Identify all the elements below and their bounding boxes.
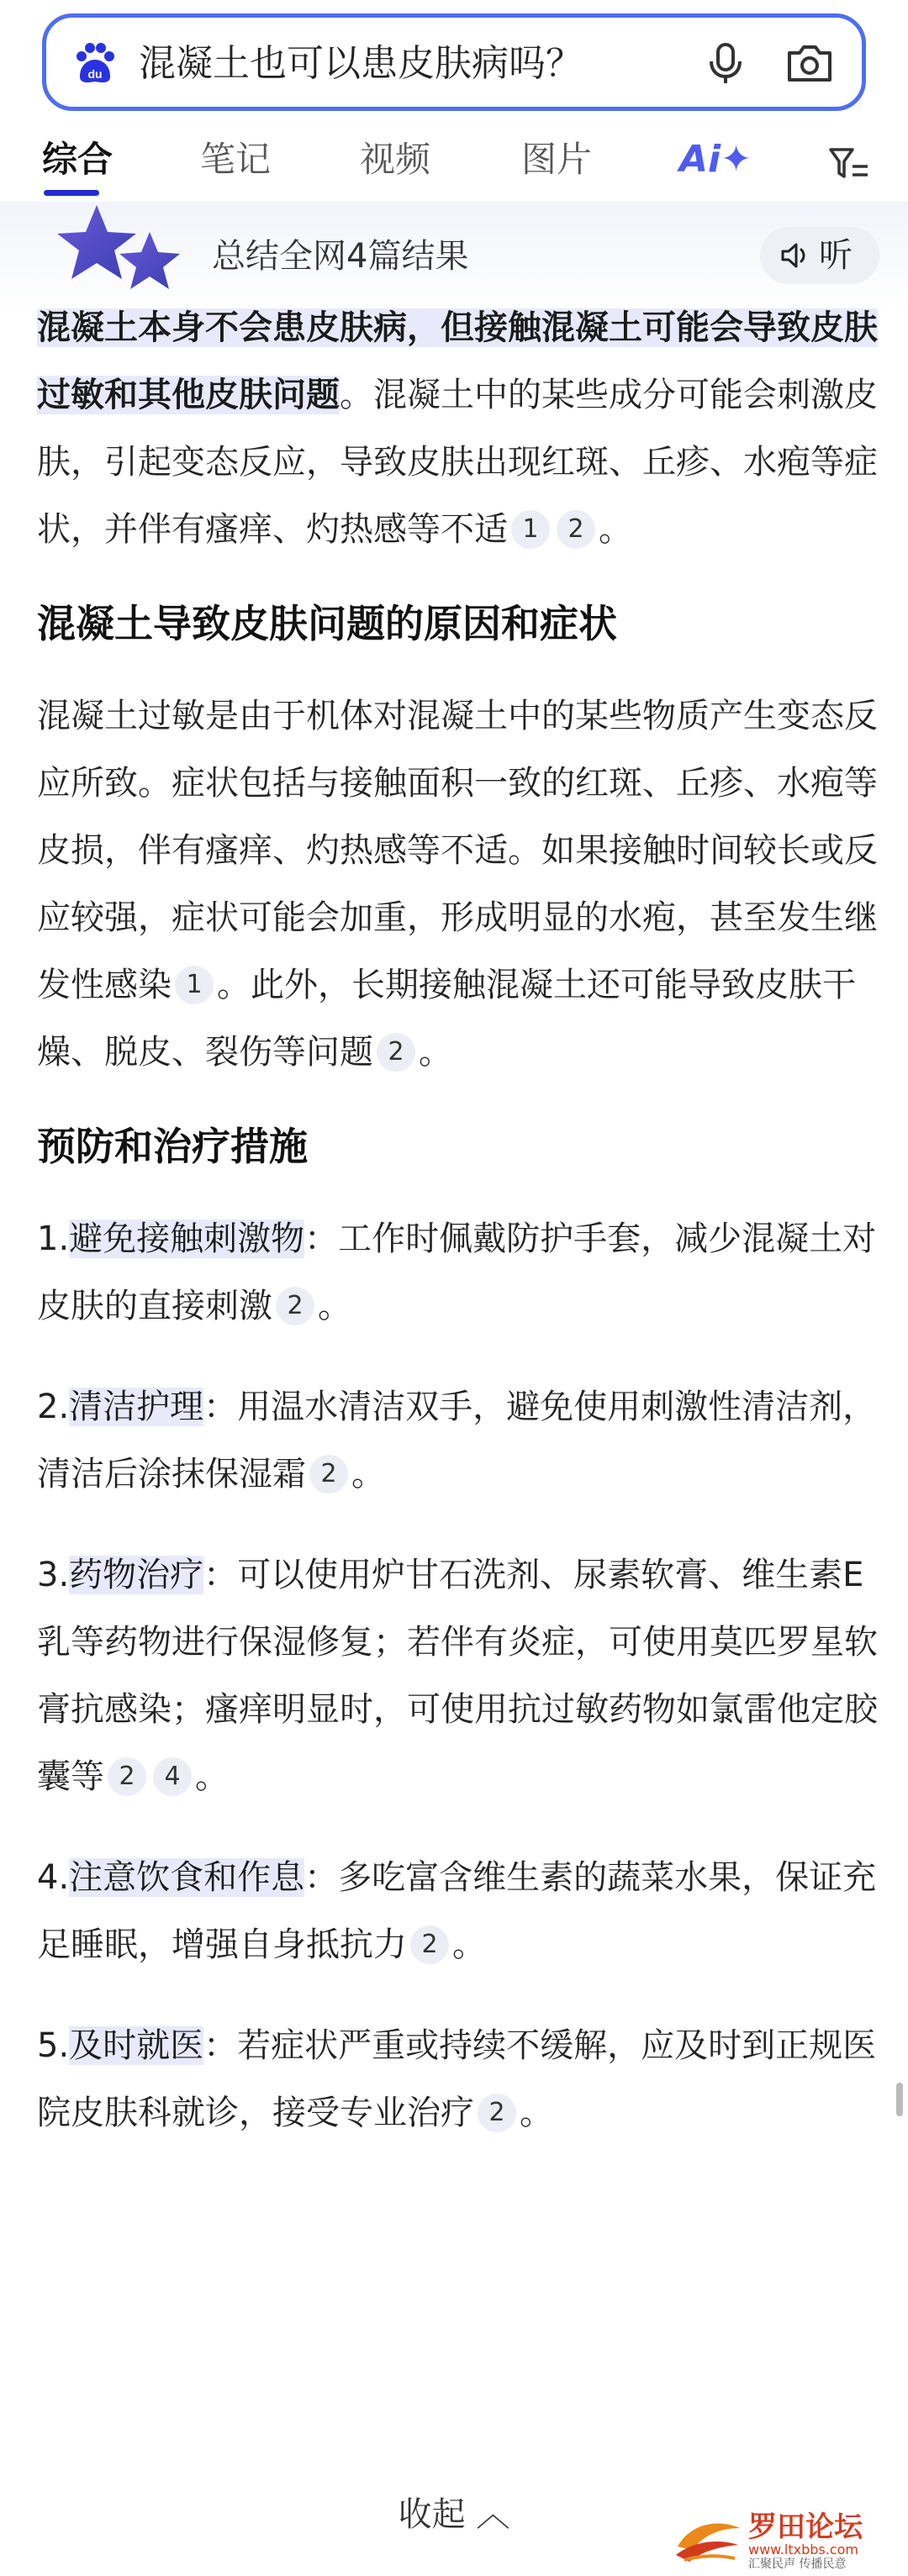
causes-end: 。 (419, 1033, 452, 1072)
item-label: 避免接触刺激物 (69, 1220, 305, 1258)
list-item (37, 1541, 878, 1810)
intro-paragraph (37, 294, 878, 563)
causes-text-2: 。此外，长期接触混凝土还可能导致皮肤干燥、脱皮、裂伤等问题 (37, 966, 856, 1072)
tab-ai[interactable]: Ai✦ (679, 138, 752, 181)
citation-badge[interactable]: 1 (511, 510, 550, 549)
active-tab-indicator (44, 190, 99, 196)
search-input[interactable]: 混凝土也可以患皮肤病吗？ (139, 42, 583, 85)
item-text: ：多吃富含维生素的蔬菜水果，保证充足睡眠，增强自身抵抗力 (37, 1858, 877, 1964)
item-text: ：若症状严重或持续不缓解，应及时到正规医院皮肤科就诊，接受专业治疗 (37, 2026, 877, 2132)
citation-badge[interactable]: 2 (276, 1287, 314, 1325)
section-heading-causes: 混凝土导致皮肤问题的原因和症状 (37, 601, 617, 646)
causes-text: 混凝土过敏是由于机体对混凝土中的某些物质产生变态反应所致。症状包括与接触面积一致的红斑、丘疹、水疱等皮损，伴有瘙痒、灼热感等不适。如果接触时间较长或反应较强，症状可能会加重，形成明显的水疱，甚至发生继发性感染 (37, 697, 878, 1004)
forum-logo-icon (673, 2513, 743, 2567)
list-item (37, 1205, 878, 1340)
item-number: 4. (37, 1858, 70, 1897)
speaker-icon (780, 242, 810, 269)
item-label: 药物治疗 (69, 1556, 204, 1594)
watermark-url: www.ltxbbs.com (748, 2542, 858, 2558)
causes-paragraph (37, 682, 878, 1086)
tab-videos[interactable]: 视频 (360, 139, 431, 180)
forum-watermark (664, 2509, 900, 2572)
intro-end: 。 (599, 510, 632, 549)
item-number: 3. (37, 1556, 70, 1594)
item-label: 清洁护理 (69, 1388, 204, 1426)
tab-notes[interactable]: 笔记 (200, 139, 272, 180)
citation-badge[interactable]: 1 (175, 966, 214, 1004)
list-item (37, 1844, 878, 1978)
sparkle-stars-icon (50, 202, 193, 303)
item-text: ：用温水清洁双手，避免使用刺激性清洁剂，清洁后涂抹保湿霜 (37, 1388, 877, 1493)
tab-images[interactable]: 图片 (521, 139, 593, 180)
baidu-paw-logo-icon (73, 41, 117, 85)
item-text: ：可以使用炉甘石洗剂、尿素软膏、维生素E乳等药物进行保湿修复；若伴有炎症，可使用莫匹罗星软膏抗感染；瘙痒明显时，可使用抗过敏药物如氯雷他定胶囊等 (37, 1556, 878, 1796)
citation-badge[interactable]: 2 (377, 1033, 415, 1072)
item-label: 及时就医 (69, 2026, 204, 2065)
scrollbar-thumb[interactable] (896, 2083, 903, 2116)
filter-icon[interactable] (827, 145, 871, 182)
citation-badge[interactable]: 4 (153, 1757, 192, 1796)
microphone-icon[interactable] (702, 40, 749, 87)
tab-general[interactable]: 综合 (42, 139, 114, 180)
search-bar[interactable] (42, 13, 866, 111)
list-item (37, 1373, 878, 1508)
citation-badge[interactable]: 2 (478, 2094, 516, 2132)
watermark-slogan: 汇聚民声 传播民意 (748, 2558, 847, 2571)
tab-bar (0, 126, 908, 202)
summary-source-text: 总结全网4篇结果 (212, 237, 469, 276)
camera-icon[interactable] (784, 40, 835, 87)
citation-badge[interactable]: 2 (410, 1925, 449, 1964)
svg-text:du: du (87, 67, 103, 81)
citation-badge[interactable]: 2 (108, 1757, 146, 1796)
item-end: 。 (351, 1455, 385, 1493)
item-number: 1. (37, 1220, 70, 1258)
intro-text: 。混凝土中的某些成分可能会刺激皮肤，引起变态反应，导致皮肤出现红斑、丘疹、水疱等症状，并伴有瘙痒、灼热感等不适 (37, 376, 878, 549)
watermark-name: 罗田论坛 (748, 2510, 863, 2544)
listen-button[interactable] (760, 227, 879, 284)
collapse-button[interactable]: 收起 ︿ (398, 2495, 510, 2534)
item-label: 注意饮食和作息 (69, 1858, 305, 1897)
item-number: 5. (37, 2026, 70, 2065)
citation-badge[interactable]: 2 (309, 1455, 348, 1493)
item-text: ：工作时佩戴防护手套，减少混凝土对皮肤的直接刺激 (37, 1220, 877, 1325)
ai-answer-content (37, 294, 878, 2147)
listen-label: 听 (819, 236, 853, 275)
item-number: 2. (37, 1388, 70, 1426)
item-end: 。 (520, 2094, 553, 2132)
intro-highlight: 混凝土本身不会患皮肤病，但接触混凝土可能会导致皮肤过敏和其他皮肤问题 (37, 308, 878, 414)
item-end: 。 (452, 1925, 486, 1964)
citation-badge[interactable]: 2 (557, 510, 595, 549)
item-end: 。 (195, 1757, 229, 1796)
prevention-list (37, 1205, 878, 2147)
item-end: 。 (318, 1287, 351, 1325)
section-heading-prevention: 预防和治疗措施 (37, 1124, 308, 1169)
list-item (37, 2012, 878, 2147)
